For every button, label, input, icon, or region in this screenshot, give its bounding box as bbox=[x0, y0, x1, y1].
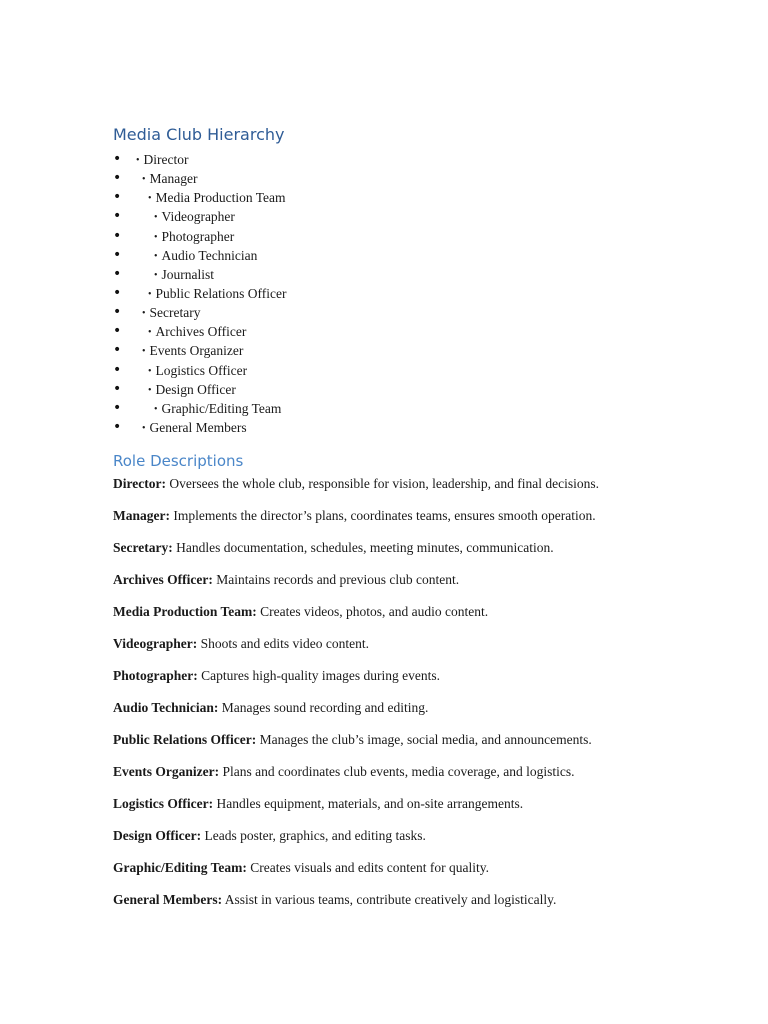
role-descriptions bbox=[113, 474, 713, 922]
roles-heading: Role Descriptions bbox=[113, 452, 244, 471]
list-item bbox=[113, 284, 713, 303]
hierarchy-item-label: Photographer bbox=[161, 228, 235, 244]
role-name: Secretary: bbox=[113, 540, 173, 556]
list-item bbox=[113, 265, 713, 284]
role-description: Assist in various teams, contribute creatively and logistically. bbox=[224, 892, 557, 908]
bullet-icon: • bbox=[113, 284, 122, 301]
list-item bbox=[113, 150, 713, 169]
bullet-icon: • bbox=[113, 304, 122, 321]
role-description: Handles documentation, schedules, meeting minutes, communication. bbox=[176, 540, 554, 556]
list-item bbox=[113, 399, 713, 418]
bullet-icon: • bbox=[142, 346, 146, 358]
role-paragraph bbox=[113, 826, 713, 858]
role-name: Photographer: bbox=[113, 668, 198, 684]
bullet-icon: • bbox=[113, 170, 122, 187]
role-name: Graphic/Editing Team: bbox=[113, 860, 247, 876]
hierarchy-item-label: Videographer bbox=[161, 209, 235, 225]
bullet-icon: • bbox=[136, 155, 140, 166]
role-description: Maintains records and previous club content. bbox=[216, 572, 460, 588]
bullet-icon: • bbox=[113, 208, 122, 225]
list-item bbox=[113, 303, 713, 322]
role-name: Director: bbox=[113, 476, 166, 492]
bullet-icon: • bbox=[113, 189, 122, 206]
bullet-icon: • bbox=[113, 151, 122, 167]
list-item bbox=[113, 418, 713, 437]
bullet-icon: • bbox=[154, 212, 158, 224]
hierarchy-item-label: Journalist bbox=[161, 266, 215, 282]
role-name: Media Production Team: bbox=[113, 604, 257, 620]
bullet-icon: • bbox=[113, 418, 122, 435]
role-name: Public Relations Officer: bbox=[113, 732, 257, 748]
hierarchy-heading: Media Club Hierarchy bbox=[113, 125, 285, 144]
bullet-icon: • bbox=[154, 231, 158, 243]
role-name: Design Officer: bbox=[113, 828, 202, 844]
bullet-icon: • bbox=[113, 246, 122, 263]
role-description: Captures high-quality images during events. bbox=[201, 668, 440, 684]
role-paragraph bbox=[113, 474, 713, 506]
bullet-icon: • bbox=[142, 174, 146, 186]
hierarchy-item-label: Logistics Officer bbox=[155, 362, 248, 378]
role-paragraph bbox=[113, 698, 713, 730]
hierarchy-item-label: Manager bbox=[149, 171, 198, 187]
bullet-icon: • bbox=[113, 399, 122, 416]
role-description: Creates videos, photos, and audio content. bbox=[260, 604, 489, 620]
bullet-icon: • bbox=[154, 403, 158, 415]
role-paragraph bbox=[113, 634, 713, 666]
bullet-icon: • bbox=[113, 323, 122, 340]
role-name: Audio Technician: bbox=[113, 700, 219, 716]
hierarchy-item-label: Public Relations Officer bbox=[155, 285, 287, 301]
list-item bbox=[113, 227, 713, 246]
list-item bbox=[113, 188, 713, 207]
role-description: Plans and coordinates club events, media coverage, and logistics. bbox=[222, 764, 575, 780]
bullet-icon: • bbox=[148, 327, 152, 339]
role-description: Manages the club’s image, social media, and announcements. bbox=[259, 732, 592, 748]
hierarchy-item-label: Archives Officer bbox=[155, 324, 247, 340]
role-description: Leads poster, graphics, and editing tasks. bbox=[204, 828, 426, 844]
role-description: Creates visuals and edits content for quality. bbox=[250, 860, 489, 876]
bullet-icon: • bbox=[142, 422, 146, 434]
bullet-icon: • bbox=[113, 342, 122, 359]
list-item bbox=[113, 361, 713, 380]
role-description: Implements the director’s plans, coordinates teams, ensures smooth operation. bbox=[173, 508, 596, 524]
role-paragraph bbox=[113, 602, 713, 634]
bullet-icon: • bbox=[148, 288, 152, 300]
role-description: Handles equipment, materials, and on-site arrangements. bbox=[216, 796, 524, 812]
role-paragraph bbox=[113, 570, 713, 602]
role-paragraph bbox=[113, 506, 713, 538]
bullet-icon: • bbox=[113, 380, 122, 397]
role-description: Shoots and edits video content. bbox=[200, 636, 369, 652]
bullet-icon: • bbox=[113, 265, 122, 282]
bullet-icon: • bbox=[154, 269, 158, 281]
bullet-icon: • bbox=[113, 227, 122, 244]
role-paragraph bbox=[113, 794, 713, 826]
list-item bbox=[113, 169, 713, 188]
role-paragraph bbox=[113, 730, 713, 762]
hierarchy-item-label: Design Officer bbox=[155, 381, 236, 397]
role-name: Manager: bbox=[113, 508, 170, 524]
bullet-icon: • bbox=[148, 384, 152, 396]
role-description: Oversees the whole club, responsible for vision, leadership, and final decisions. bbox=[169, 476, 599, 492]
hierarchy-item-label: Graphic/Editing Team bbox=[161, 400, 282, 416]
role-paragraph bbox=[113, 858, 713, 890]
list-item bbox=[113, 341, 713, 360]
hierarchy-item-label: Director bbox=[143, 152, 189, 167]
bullet-icon: • bbox=[154, 250, 158, 262]
role-description: Manages sound recording and editing. bbox=[221, 700, 429, 716]
hierarchy-item-label: Secretary bbox=[149, 305, 201, 321]
bullet-icon: • bbox=[142, 308, 146, 320]
hierarchy-list bbox=[113, 150, 713, 437]
list-item bbox=[113, 380, 713, 399]
document-content bbox=[113, 124, 713, 922]
hierarchy-item-label: General Members bbox=[149, 419, 247, 435]
role-name: Archives Officer: bbox=[113, 572, 213, 588]
bullet-icon: • bbox=[148, 193, 152, 205]
list-item bbox=[113, 322, 713, 341]
role-name: Logistics Officer: bbox=[113, 796, 214, 812]
role-paragraph bbox=[113, 762, 713, 794]
hierarchy-item-label: Events Organizer bbox=[149, 343, 244, 359]
role-paragraph bbox=[113, 538, 713, 570]
list-item bbox=[113, 246, 713, 265]
list-item bbox=[113, 207, 713, 226]
role-name: Videographer: bbox=[113, 636, 198, 652]
role-paragraph bbox=[113, 890, 713, 922]
hierarchy-item-label: Media Production Team bbox=[155, 190, 286, 206]
role-name: Events Organizer: bbox=[113, 764, 220, 780]
role-name: General Members: bbox=[113, 892, 223, 908]
bullet-icon: • bbox=[148, 365, 152, 377]
bullet-icon: • bbox=[113, 361, 122, 378]
role-paragraph bbox=[113, 666, 713, 698]
hierarchy-item-label: Audio Technician bbox=[161, 247, 258, 263]
